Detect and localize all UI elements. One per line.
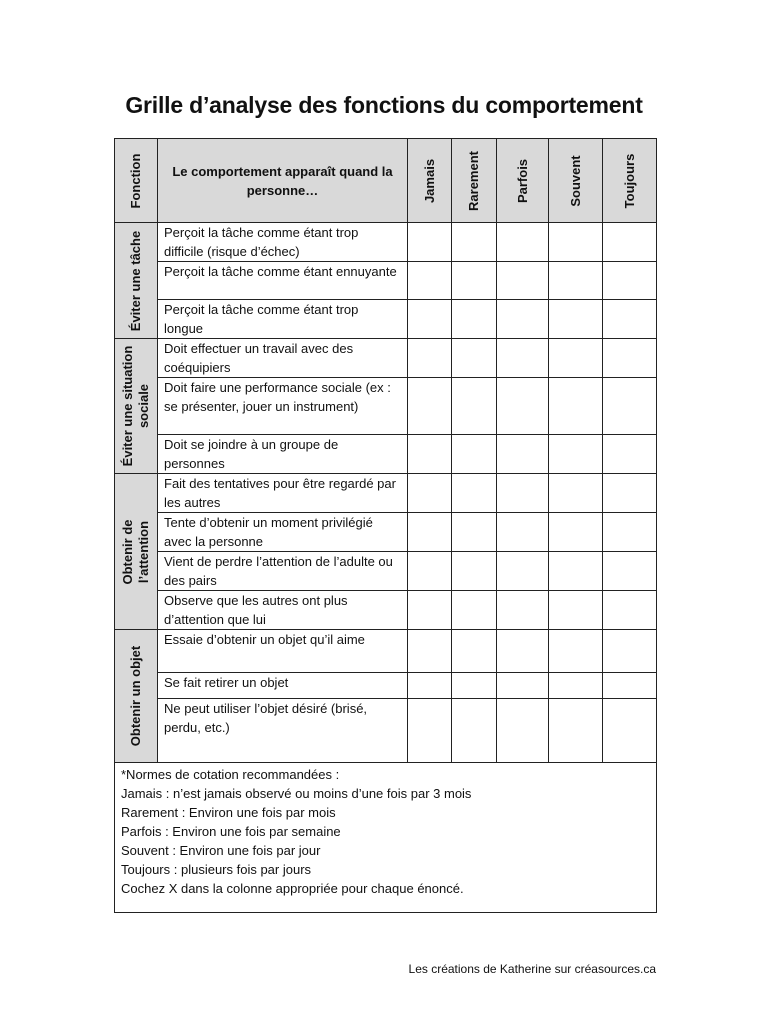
table-row — [115, 552, 657, 591]
checkbox-cell[interactable] — [497, 262, 549, 300]
group-label: Obtenir un objet — [128, 645, 143, 747]
checkbox-cell[interactable] — [452, 339, 497, 378]
checkbox-cell[interactable] — [603, 339, 657, 378]
legend-line: Rarement : Environ une fois par mois — [121, 805, 336, 820]
header-row — [115, 139, 657, 223]
checkbox-cell[interactable] — [549, 513, 603, 552]
statement-cell: Ne peut utiliser l’objet désiré (brisé, perdu, etc.) — [158, 699, 408, 763]
checkbox-cell[interactable] — [452, 630, 497, 673]
checkbox-cell[interactable] — [603, 435, 657, 474]
checkbox-cell[interactable] — [549, 300, 603, 339]
statement-cell: Observe que les autres ont plus d’attention que lui — [158, 591, 408, 630]
frequency-header-jamais — [408, 139, 452, 223]
statement-cell: Perçoit la tâche comme étant trop difficile (risque d’échec) — [158, 223, 408, 262]
checkbox-cell[interactable] — [549, 630, 603, 673]
statement-cell: Doit faire une performance sociale (ex : se présenter, jouer un instrument) — [158, 378, 408, 435]
checkbox-cell[interactable] — [603, 591, 657, 630]
frequency-label: Toujours — [621, 153, 637, 208]
legend-line: Cochez X dans la colonne appropriée pour chaque énoncé. — [121, 881, 464, 896]
checkbox-cell[interactable] — [408, 474, 452, 513]
checkbox-cell[interactable] — [408, 223, 452, 262]
statement-cell: Se fait retirer un objet — [158, 673, 408, 699]
checkbox-cell[interactable] — [497, 300, 549, 339]
checkbox-cell[interactable] — [549, 435, 603, 474]
checkbox-cell[interactable] — [549, 262, 603, 300]
checkbox-cell[interactable] — [452, 513, 497, 552]
group-label: Éviter une situation sociale — [120, 345, 151, 467]
checkbox-cell[interactable] — [603, 262, 657, 300]
frequency-header-rarement — [452, 139, 497, 223]
checkbox-cell[interactable] — [497, 630, 549, 673]
checkbox-cell[interactable] — [603, 223, 657, 262]
table-row — [115, 339, 657, 378]
checkbox-cell[interactable] — [497, 552, 549, 591]
checkbox-cell[interactable] — [452, 474, 497, 513]
checkbox-cell[interactable] — [603, 552, 657, 591]
frequency-label: Parfois — [514, 158, 530, 203]
footer-credit: Les créations de Katherine sur créasources.ca — [408, 962, 656, 976]
checkbox-cell[interactable] — [408, 630, 452, 673]
group-label-cell-attention — [115, 474, 158, 630]
frequency-label: Rarement — [466, 150, 481, 211]
statement-cell: Perçoit la tâche comme étant ennuyante — [158, 262, 408, 300]
checkbox-cell[interactable] — [497, 223, 549, 262]
checkbox-cell[interactable] — [603, 513, 657, 552]
table-row — [115, 673, 657, 699]
checkbox-cell[interactable] — [603, 300, 657, 339]
checkbox-cell[interactable] — [549, 673, 603, 699]
table-row — [115, 630, 657, 673]
table-row — [115, 378, 657, 435]
group-label-cell-social — [115, 339, 158, 474]
checkbox-cell[interactable] — [408, 378, 452, 435]
statement-cell: Tente d’obtenir un moment privilégié avec la personne — [158, 513, 408, 552]
checkbox-cell[interactable] — [549, 591, 603, 630]
checkbox-cell[interactable] — [408, 591, 452, 630]
checkbox-cell[interactable] — [497, 699, 549, 763]
checkbox-cell[interactable] — [497, 591, 549, 630]
checkbox-cell[interactable] — [408, 513, 452, 552]
table-row — [115, 262, 657, 300]
legend-line: Jamais : n’est jamais observé ou moins d’une fois par 3 mois — [121, 786, 472, 801]
frequency-header-parfois — [497, 139, 549, 223]
table-row — [115, 435, 657, 474]
checkbox-cell[interactable] — [452, 223, 497, 262]
checkbox-cell[interactable] — [452, 435, 497, 474]
frequency-header-souvent — [549, 139, 603, 223]
table-row — [115, 223, 657, 262]
checkbox-cell[interactable] — [549, 474, 603, 513]
statement-cell: Essaie d’obtenir un objet qu’il aime — [158, 630, 408, 673]
checkbox-cell[interactable] — [549, 339, 603, 378]
checkbox-cell[interactable] — [549, 552, 603, 591]
statement-cell: Doit effectuer un travail avec des coéquipiers — [158, 339, 408, 378]
statement-cell: Fait des tentatives pour être regardé par les autres — [158, 474, 408, 513]
checkbox-cell[interactable] — [452, 552, 497, 591]
checkbox-cell[interactable] — [408, 552, 452, 591]
checkbox-cell[interactable] — [408, 262, 452, 300]
function-header-label: Fonction — [128, 153, 143, 208]
group-label: Éviter une tâche — [128, 230, 143, 331]
checkbox-cell[interactable] — [549, 699, 603, 763]
checkbox-cell[interactable] — [408, 339, 452, 378]
frequency-label: Jamais — [421, 158, 437, 203]
legend-line: *Normes de cotation recommandées : — [121, 767, 340, 782]
checkbox-cell[interactable] — [452, 673, 497, 699]
frequency-header-toujours — [603, 139, 657, 223]
checkbox-cell[interactable] — [408, 699, 452, 763]
checkbox-cell[interactable] — [549, 223, 603, 262]
checkbox-cell[interactable] — [497, 673, 549, 699]
checkbox-cell[interactable] — [452, 300, 497, 339]
checkbox-cell[interactable] — [452, 378, 497, 435]
group-label: Obtenir de l’attention — [120, 519, 151, 585]
checkbox-cell[interactable] — [497, 474, 549, 513]
checkbox-cell[interactable] — [497, 435, 549, 474]
legend-line: Souvent : Environ une fois par jour — [121, 843, 321, 858]
checkbox-cell[interactable] — [497, 513, 549, 552]
table-row — [115, 699, 657, 763]
group-label-cell-object — [115, 630, 158, 763]
page-title: Grille d’analyse des fonctions du comportement — [125, 92, 643, 118]
checkbox-cell[interactable] — [408, 435, 452, 474]
checkbox-cell[interactable] — [603, 474, 657, 513]
checkbox-cell[interactable] — [408, 300, 452, 339]
statement-cell: Perçoit la tâche comme étant trop longue — [158, 300, 408, 339]
checkbox-cell[interactable] — [452, 262, 497, 300]
statement-cell: Doit se joindre à un groupe de personnes — [158, 435, 408, 474]
table-row — [115, 591, 657, 630]
function-header-cell — [115, 139, 158, 223]
legend-line: Parfois : Environ une fois par semaine — [121, 824, 341, 839]
checkbox-cell[interactable] — [497, 378, 549, 435]
table-row — [115, 474, 657, 513]
behavior-function-grid — [114, 138, 657, 913]
checkbox-cell[interactable] — [497, 339, 549, 378]
group-label-cell-task — [115, 223, 158, 339]
checkbox-cell[interactable] — [452, 699, 497, 763]
behavior-header-label: Le comportement apparaît quand la personne… — [158, 139, 408, 223]
checkbox-cell[interactable] — [408, 673, 452, 699]
statement-cell: Vient de perdre l’attention de l’adulte ou des pairs — [158, 552, 408, 591]
checkbox-cell[interactable] — [603, 630, 657, 673]
checkbox-cell[interactable] — [549, 378, 603, 435]
checkbox-cell[interactable] — [603, 673, 657, 699]
checkbox-cell[interactable] — [603, 699, 657, 763]
checkbox-cell[interactable] — [603, 378, 657, 435]
rating-legend — [115, 763, 657, 913]
legend-line: Toujours : plusieurs fois par jours — [121, 862, 312, 877]
table-row — [115, 513, 657, 552]
legend-row — [115, 763, 657, 913]
checkbox-cell[interactable] — [452, 591, 497, 630]
frequency-label: Souvent — [567, 154, 583, 207]
table-row — [115, 300, 657, 339]
